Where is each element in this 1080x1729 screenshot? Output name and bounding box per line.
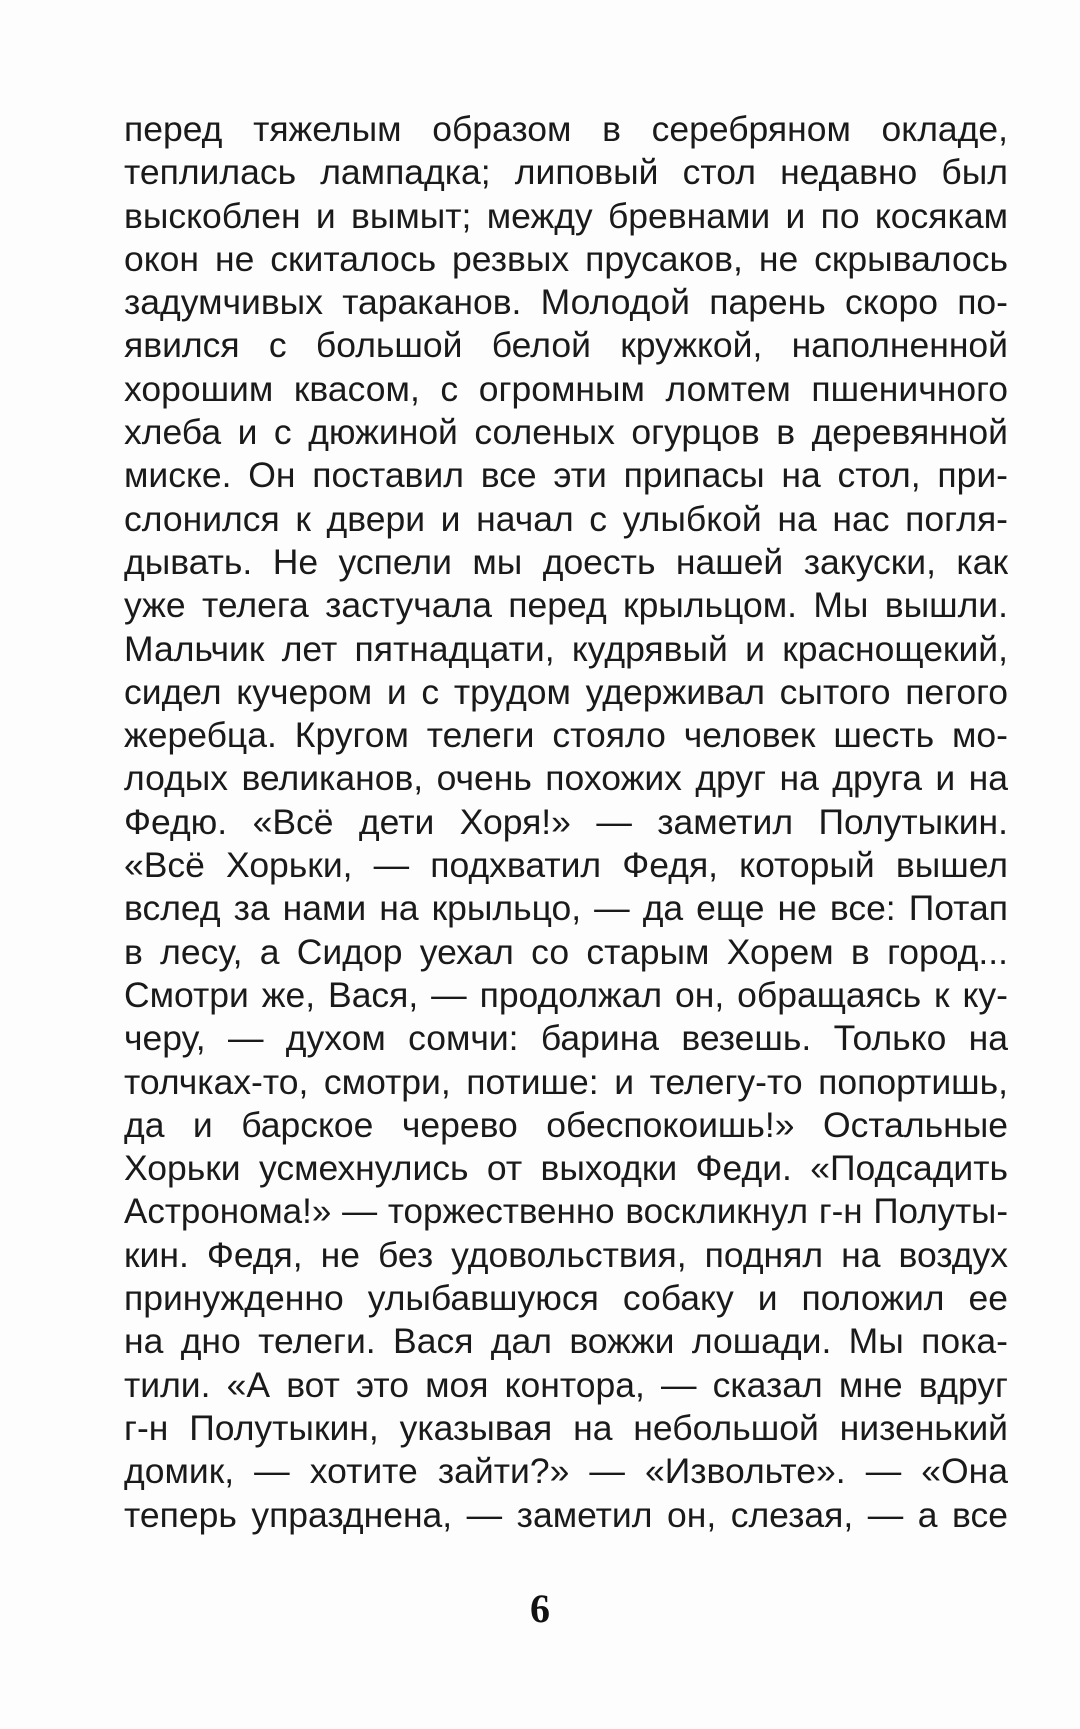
body-text	[124, 108, 1008, 1537]
text-line: да и барское черево обеспокоишь!» Остальные	[124, 1104, 1008, 1145]
text-line: вслед за нами на крыльцо, — да еще не все: Потап	[124, 888, 1008, 929]
text-line: домик, — хотите зайти?» — «Извольте». — «Она	[124, 1451, 1008, 1492]
text-line: дывать. Не успели мы доесть нашей закуски, как	[124, 541, 1008, 582]
text-line: выскоблен и вымыт; между бревнами и по косякам	[124, 195, 1008, 236]
text-line: миске. Он поставил все эти припасы на стол, при-	[124, 455, 1008, 496]
text-line: на дно телеги. Вася дал вожжи лошади. Мы пока-	[124, 1321, 1008, 1362]
text-line: Астронома!» — торжественно воскликнул г-н Полуты-	[124, 1192, 1008, 1232]
text-line: «Всё Хорьки, — подхватил Федя, который вышел	[124, 845, 1008, 886]
text-line: хорошим квасом, с огромным ломтем пшеничного	[124, 368, 1008, 409]
text-line: кин. Федя, не без удовольствия, поднял на воздух	[124, 1234, 1008, 1275]
text-line: теперь упразднена, — заметил он, слезая, — а все	[124, 1494, 1008, 1535]
text-line: явился с большой белой кружкой, наполненной	[124, 325, 1008, 366]
text-line: черу, — духом сомчи: барина везешь. Только на	[124, 1018, 1008, 1059]
text-line: толчках-то, смотри, потише: и телегу-то попортишь,	[124, 1061, 1008, 1102]
text-line: уже телега застучала перед крыльцом. Мы вышли.	[124, 585, 1008, 626]
text-line: Смотри же, Вася, — продолжал он, обращаясь к ку-	[124, 974, 1008, 1015]
page-number: 6	[530, 1586, 550, 1631]
text-line: хлеба и с дюжиной соленых огурцов в деревянной	[124, 412, 1008, 453]
text-line: слонился к двери и начал с улыбкой на нас погля-	[124, 498, 1008, 539]
text-line: жеребца. Кругом телеги стояло человек шесть мо-	[124, 715, 1008, 756]
text-line: Федю. «Всё дети Хоря!» — заметил Полутыкин.	[124, 801, 1008, 842]
text-line: теплилась лампадка; липовый стол недавно был	[124, 152, 1008, 193]
text-line: задумчивых тараканов. Молодой парень скоро по-	[124, 282, 1008, 323]
text-line: окон не скиталось резвых прусаков, не скрывалось	[124, 238, 1008, 279]
text-line: Хорьки усмехнулись от выходки Феди. «Подсадить	[124, 1148, 1008, 1189]
text-line: перед тяжелым образом в серебряном окладе,	[124, 109, 1008, 149]
text-line: Мальчик лет пятнадцати, кудрявый и краснощекий,	[124, 628, 1008, 669]
text-line: лодых великанов, очень похожих друг на друга и на	[124, 758, 1008, 799]
text-line: тили. «А вот это моя контора, — сказал мне вдруг	[124, 1364, 1008, 1405]
text-line: принужденно улыбавшуюся собаку и положил ее	[124, 1278, 1008, 1319]
text-line: в лесу, а Сидор уехал со старым Хорем в город...	[124, 931, 1008, 972]
text-line: г-н Полутыкин, указывая на небольшой низенький	[124, 1407, 1008, 1448]
text-line: сидел кучером и с трудом удерживал сытого пегого	[124, 671, 1008, 712]
